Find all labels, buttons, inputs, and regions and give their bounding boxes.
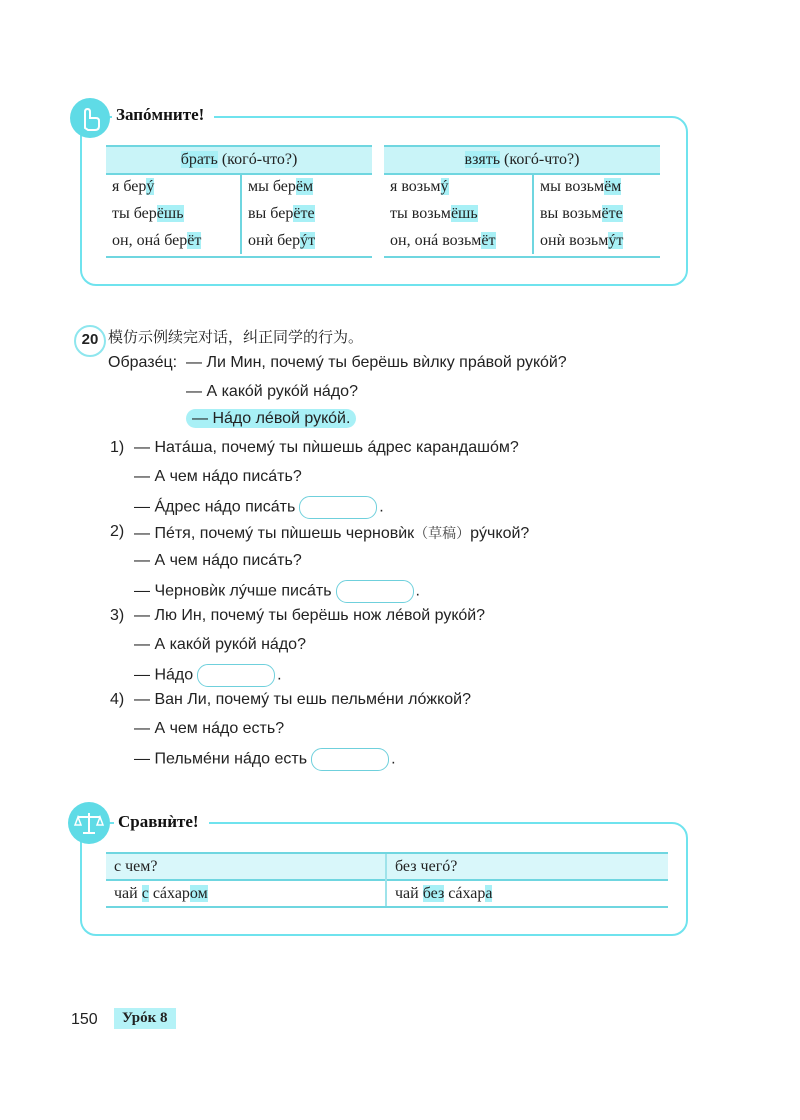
item-response: — Нáдо . [134, 664, 282, 687]
item-answer: — А чем нáдо писáть? [134, 468, 302, 485]
item-response: — Пельмéни нáдо есть . [134, 748, 396, 771]
scales-icon [68, 802, 110, 844]
item-number: 4) [110, 691, 125, 708]
table-header: брать (когó-что?) [106, 146, 372, 173]
exercise-instruction: 模仿示例续完对话，纠正同学的行为。 [108, 328, 364, 346]
compare-table [106, 852, 668, 908]
answer-blank[interactable] [299, 496, 377, 519]
answer-blank[interactable] [311, 748, 389, 771]
compare-cell: без чегó? [386, 853, 668, 880]
lesson-label: Урóк 8 [114, 1008, 176, 1029]
item-answer: — А чем нáдо есть? [134, 720, 285, 737]
answer-blank[interactable] [336, 580, 414, 603]
sample-line: — А какóй рукóй нáдо? [186, 383, 358, 400]
sample-label: Образéц: [108, 354, 178, 371]
item-response: — Áдрес нáдо писáть . [134, 496, 384, 519]
item-response: — Черновѝк лýчше писáть . [134, 580, 420, 603]
item-answer: — А какóй рукóй нáдо? [134, 636, 306, 653]
item-question: — Лю Ин, почемý ты берёшь нож лéвой рукóй? [134, 607, 486, 624]
item-number: 3) [110, 607, 125, 624]
page-number: 150 [71, 1011, 98, 1028]
hand-icon [70, 98, 110, 138]
answer-blank[interactable] [197, 664, 275, 687]
item-question: — Ван Ли, почемý ты ешь пельмéни лóжкой? [134, 691, 471, 708]
sample-line: — Ли Мин, почемý ты берёшь вѝлку прáвой рукóй? [186, 354, 567, 371]
compare-title: Сравнѝте! [114, 812, 209, 832]
compare-cell: чай с сáхаром [106, 880, 386, 907]
table-header: взять (когó-что?) [384, 146, 660, 173]
conjugation-table-brat: брать (когó-что?) я берý мы берём ты берёшь вы берёте он, онá берёт онѝ берýт [106, 146, 372, 254]
item-number: 2) [110, 523, 125, 540]
conjugation-table-vzyat: взять (когó-что?) я возьмý мы возьмём ты возьмёшь вы возьмёте он, онá возьмёт онѝ возьмýт [384, 146, 660, 254]
item-number: 1) [110, 439, 125, 456]
sample-line: — Нáдо лéвой рукóй. [186, 410, 356, 428]
item-question: — Натáша, почемý ты пѝшешь áдрес карандашóм? [134, 439, 519, 456]
item-answer: — А чем нáдо писáть? [134, 552, 302, 569]
exercise-number: 20 [74, 325, 106, 357]
item-question: — Пéтя, почемý ты пѝшешь черновѝк（草稿）рýчкой? [134, 525, 530, 542]
remember-title: Запóмните! [112, 105, 214, 125]
compare-cell: с чем? [106, 853, 386, 880]
compare-cell: чай без сáхара [386, 880, 668, 907]
